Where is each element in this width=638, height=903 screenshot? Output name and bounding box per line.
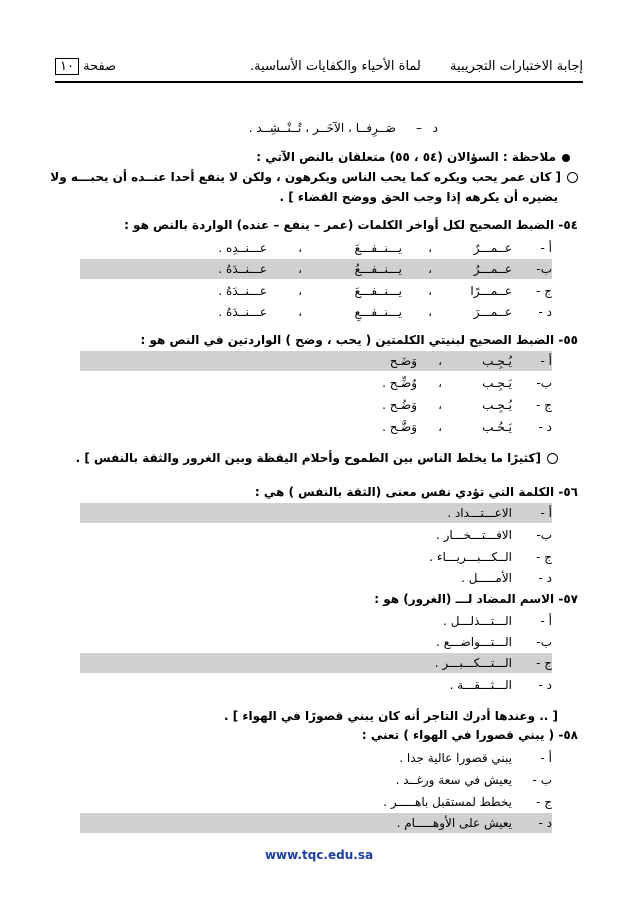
question-text: الاسم المضاد لـــ (الغرور) هو : [374, 592, 555, 606]
question-text: الكلمة التي تؤدي نفس معنى (الثقة بالنفس ) هي : [254, 485, 555, 499]
question-56 [60, 485, 578, 499]
q56-option-a[interactable]: أ - الاعـــتـــداد . [80, 503, 552, 523]
q55-option-b[interactable]: ب- يَـجِـب ، وُضِّـح . [382, 376, 552, 390]
q55-option-d[interactable]: د - يَـحُـب ، وَضَّـح . [382, 420, 552, 434]
q57-option-d[interactable]: د - الـــثـــقـــة . [449, 678, 552, 692]
footer-url[interactable]: www.tqc.edu.sa [264, 848, 374, 862]
option-letter: د [432, 121, 438, 135]
q54-option-b[interactable]: ب- عــمـــرُ ، يـــنــفـــعُ ، عـــنــدَهُ . [80, 259, 552, 279]
note-text: ملاحظة : السؤالان (٥٤ ، ٥٥) متعلقان بالنص الآتي : [256, 150, 556, 164]
question-number: ٥٦- [558, 485, 578, 499]
q54-option-d[interactable]: د - عــمـــرَ ، يـــنــفـــعِ ، عـــنــدَهُ . [218, 305, 552, 319]
q57-option-c[interactable]: ج - الـــتـــكـــبـــر . [80, 653, 552, 673]
passage-1-text-1: [ كان عمر يحب ويكره كما يحب الناس ويكرهون ، ولكن لا ينفع أحدا عنــده أن يحبـــه ولا [50, 170, 561, 184]
q54-option-c[interactable]: ج - عــمـــرًا ، يـــنــفـــعَ ، عـــنــدَهُ . [218, 284, 552, 298]
bullet-dot-icon [562, 154, 570, 162]
q54-option-a[interactable]: أ - عــمـــرٌ ، يـــنــفـــعَ ، عـــنــدِه . [218, 241, 552, 255]
q57-option-b[interactable]: ب- الـــتـــواضـــع . [436, 635, 552, 649]
q56-option-d[interactable]: د - الأمـــــل . [461, 571, 552, 585]
question-text: الضبط الصحيح لبنيتي الكلمتين ( يحب ، وضح ) الواردتين في النص هو : [140, 333, 555, 347]
page-label: صفحة [83, 59, 117, 74]
question-text: الضبط الصحيح لكل أواخر الكلمات (عمر – ينفع – عنده) الواردة بالنص هو : [124, 218, 555, 232]
question-number: ٥٧- [558, 592, 578, 606]
q55-option-a[interactable]: أ - يُـجِـب ، وَضَـح [80, 351, 552, 371]
q56-option-c[interactable]: ج - الــكـــبـــريـــاء . [429, 550, 552, 564]
top-option [200, 118, 438, 138]
question-58 [60, 728, 578, 742]
q57-option-a[interactable]: أ - الـــتـــذلـــل . [443, 614, 552, 628]
passage-3: [ .. وعندها أدرك التاجر أنه كان يبني قصورًا في الهواء ] . [223, 709, 558, 723]
passage-1-line-2: يضيره أن يكرهه إذا وجب الحق ووضح القضاء ] . [279, 190, 558, 204]
page-number: ١٠ [55, 58, 79, 75]
question-text: ( يبني قصورا في الهواء ) تعني : [361, 728, 555, 742]
bullet-ring-icon [547, 453, 558, 464]
question-54 [60, 218, 578, 232]
passage-1-line-1 [50, 170, 578, 184]
q56-option-b[interactable]: ب- الافـــتـــخـــار . [435, 528, 552, 542]
question-number: ٥٤- [558, 218, 578, 232]
passage-2-text: [كثيرًا ما يخلط الناس بين الطموح وأحلام اليقظة وبين الغرور والثقة بالنفس ] . [75, 451, 541, 465]
option-text: صَــرِفــا ، الآخَــر ، تُــنْــشِــد . [248, 121, 396, 135]
q55-option-c[interactable]: ج - يُـجِـب ، وَضُـح . [382, 398, 552, 412]
header-title: إجابة الاختبارات التجريبية [450, 59, 583, 74]
question-number: ٥٨- [558, 728, 578, 742]
page-indicator [55, 59, 116, 74]
header-subtitle: لماة الأحياء والكفايات الأساسية. [250, 59, 421, 74]
question-55 [60, 333, 578, 347]
q58-option-a[interactable]: أ - يبني قصورا عالية جدا . [399, 751, 552, 765]
q58-option-b[interactable]: ب - يعيش في سعة ورغــد . [395, 773, 552, 787]
question-57 [60, 592, 578, 606]
question-number: ٥٥- [558, 333, 578, 347]
option-dash: – [416, 121, 422, 135]
passage-2 [60, 451, 558, 465]
page-header [55, 53, 583, 83]
bullet-ring-icon [567, 172, 578, 183]
q58-option-c[interactable]: ج - يخطط لمستقبل باهـــــر . [383, 795, 552, 809]
q58-option-d[interactable]: د - يعيش على الأوهـــــام . [80, 813, 552, 833]
note [60, 150, 570, 164]
